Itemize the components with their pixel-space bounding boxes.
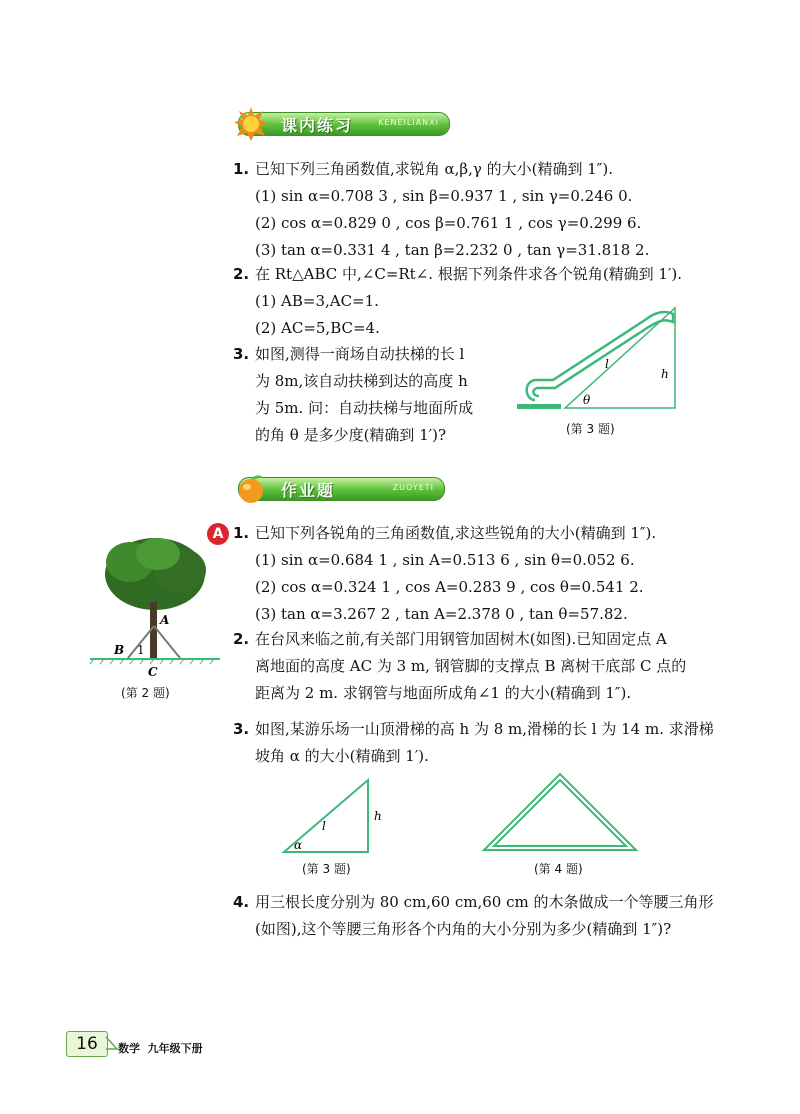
label-h: h: [374, 809, 382, 823]
question-number: 3.: [233, 720, 250, 738]
question-line: (2) cos α=0.324 1 , cos A=0.283 9 , cos θ=0.541 2.: [255, 578, 644, 596]
level-a-badge: A: [207, 523, 229, 545]
page-number-box: [66, 1031, 108, 1057]
question-line: (1) AB=3,AC=1.: [255, 292, 379, 310]
section-banner-classroom: [238, 112, 450, 136]
question-number: 2.: [233, 265, 250, 283]
section-title: 作业题: [281, 481, 336, 500]
homework-2: [233, 626, 686, 707]
question-stem: 已知下列三角函数值,求锐角 α,β,γ 的大小(精确到 1″).: [255, 160, 613, 178]
question-line: (2) cos α=0.829 0 , cos β=0.761 1 , cos γ=0.299 6.: [255, 214, 642, 232]
label-h: h: [661, 367, 669, 381]
section-title: 课内练习: [281, 116, 354, 135]
question-number: 4.: [233, 893, 250, 911]
label-A: A: [160, 613, 170, 627]
escalator-base: [517, 404, 561, 409]
question-number: 1.: [233, 524, 250, 542]
exercise-1: [233, 156, 649, 264]
exercise-3: [233, 341, 473, 449]
question-line: (3) tan α=0.331 4 , tan β=2.232 0 , tan γ=31.818 2.: [255, 241, 650, 259]
question-line: (如图),这个等腰三角形各个内角的大小分别为多少(精确到 1″)?: [255, 920, 672, 938]
question-stem: 在 Rt△ABC 中,∠C=Rt∠. 根据下列条件求各个锐角(精确到 1′).: [255, 265, 683, 283]
isosceles-triangle-figure: [480, 770, 640, 854]
question-line: (1) sin α=0.684 1 , sin A=0.513 6 , sin θ=0.052 6.: [255, 551, 635, 569]
tree-figure: [80, 532, 230, 682]
figure-caption: (第 3 题): [302, 862, 351, 876]
orange-fruit-icon: [235, 473, 267, 505]
question-line: 如图,测得一商场自动扶梯的长 l: [255, 345, 465, 363]
footer-arrow-icon: [105, 1035, 119, 1055]
question-line: 距离为 2 m. 求钢管与地面所成角∠1 的大小(精确到 1″).: [255, 684, 632, 702]
steel-pipe-right: [154, 626, 180, 658]
figure-caption: (第 3 题): [566, 422, 615, 436]
question-line: 如图,某游乐场一山顶滑梯的高 h 为 8 m,滑梯的长 l 为 14 m. 求滑梯: [255, 720, 714, 738]
label-l: l: [322, 819, 326, 833]
book-title: 数学 九年级下册: [118, 1042, 203, 1055]
homework-4: [233, 889, 714, 943]
page-number: 16: [76, 1034, 98, 1054]
sun-icon: [233, 106, 269, 142]
figure-caption: (第 2 题): [121, 686, 170, 700]
question-number: 2.: [233, 630, 250, 648]
question-line: 用三根长度分别为 80 cm,60 cm,60 cm 的木条做成一个等腰三角形: [255, 893, 714, 911]
homework-1: [233, 520, 656, 628]
escalator-figure: [515, 300, 685, 412]
question-number: 1.: [233, 160, 250, 178]
section-banner-homework: [238, 477, 445, 501]
question-line: 离地面的高度 AC 为 3 m, 钢管脚的支撑点 B 离树干底部 C 点的: [255, 657, 687, 675]
label-alpha: α: [294, 838, 303, 852]
question-line: (2) AC=5,BC=4.: [255, 319, 380, 337]
label-angle-1: 1: [137, 643, 145, 657]
escalator-rail: [527, 312, 673, 400]
question-line: 坡角 α 的大小(精确到 1′).: [255, 747, 429, 765]
question-stem: 已知下列各锐角的三角函数值,求这些锐角的大小(精确到 1″).: [255, 524, 657, 542]
label-theta: θ: [583, 393, 591, 407]
question-line: 为 5m. 问：自动扶梯与地面所成: [255, 399, 474, 417]
question-number: 3.: [233, 345, 250, 363]
question-line: (1) sin α=0.708 3 , sin β=0.937 1 , sin γ=0.246 0.: [255, 187, 633, 205]
figure-caption: (第 4 题): [534, 862, 583, 876]
outer-triangle: [484, 774, 636, 850]
label-B: B: [114, 643, 125, 657]
inner-triangle: [494, 780, 626, 846]
label-l: l: [605, 357, 609, 371]
label-C: C: [148, 665, 158, 679]
slide-triangle-figure: [278, 776, 398, 856]
section-subtitle: KENEILIANXI: [378, 118, 439, 127]
section-subtitle: ZUOYETI: [392, 483, 434, 492]
question-line: 为 8m,该自动扶梯到达的高度 h: [255, 372, 468, 390]
question-line: 在台风来临之前,有关部门用钢管加固树木(如图).已知固定点 A: [255, 630, 667, 648]
homework-3: [233, 716, 714, 770]
question-line: (3) tan α=3.267 2 , tan A=2.378 0 , tan θ=57.82.: [255, 605, 628, 623]
question-line: 的角 θ 是多少度(精确到 1′)?: [255, 426, 447, 444]
